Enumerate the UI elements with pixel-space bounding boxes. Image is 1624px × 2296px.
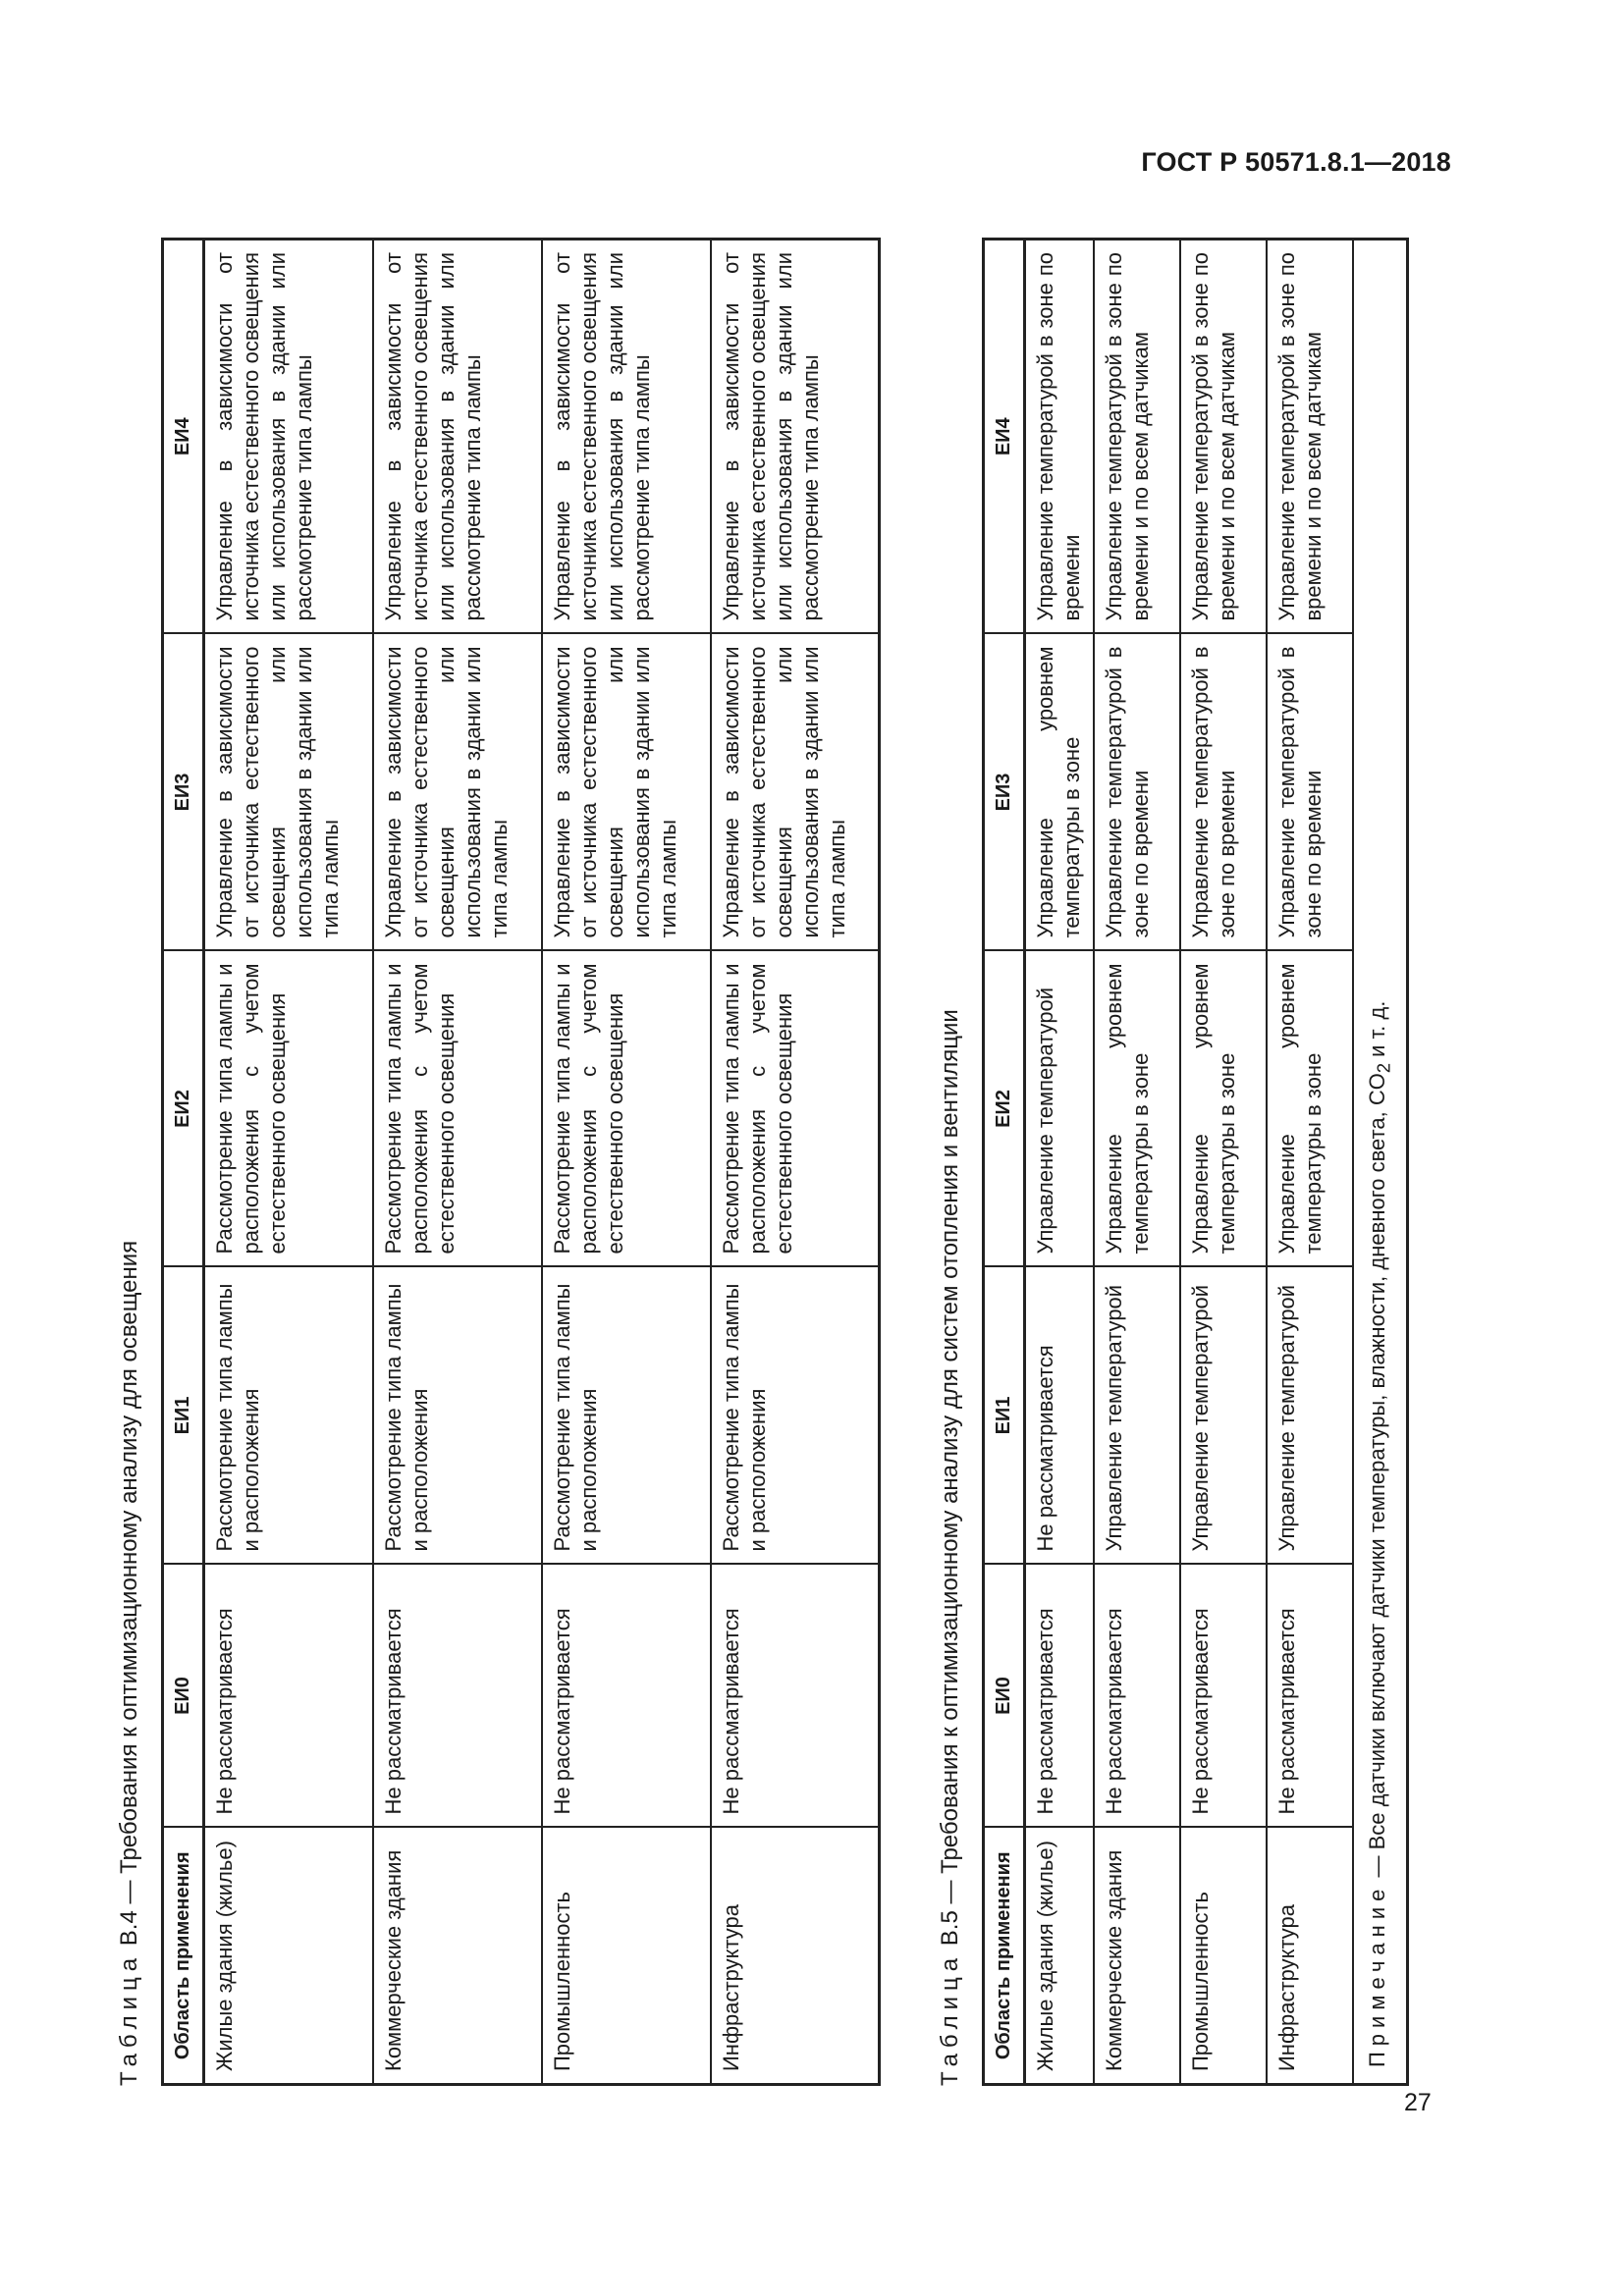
table-cell: Управление уровнем температуры в зоне [1094, 951, 1180, 1267]
row-label-cell: Инфраструктура [1267, 1828, 1353, 2085]
table-b4 [161, 238, 881, 2086]
table-row [1025, 240, 1094, 2085]
table-cell: Не рассматривается [1025, 1267, 1094, 1565]
table-cell: Управление температурой [1025, 951, 1094, 1267]
column-header: ЕИ2 [984, 951, 1025, 1267]
row-label-cell: Жилые здания (жилье) [204, 1828, 373, 2085]
row-label-cell: Жилые здания (жилье) [1025, 1828, 1094, 2085]
table-cell: Не рассматривается [373, 1565, 542, 1828]
table-cell: Управление уровнем температуры в зоне [1180, 951, 1267, 1267]
table-cell: Управление температурой в зоне по времени [1094, 634, 1180, 951]
table-cell: Управление в зависимости от источника естественного освещения или использования в здании или рассмотрение типа лампы [711, 240, 880, 634]
table-cell: Рассмотрение типа лампы и расположения с учетом естественного освещения [373, 951, 542, 1267]
table-b4-caption-label: Таблица [116, 1951, 142, 2086]
table-cell: Управление температурой в зоне по времени и по всем датчикам [1180, 240, 1267, 634]
table-b4-caption [116, 1241, 143, 2086]
table-row [711, 240, 880, 2085]
table-row [1180, 240, 1267, 2085]
table-cell: Управление в зависимости от источника естественного освещения или использования в здании или типа лампы [204, 634, 373, 951]
table-cell: Не рассматривается [711, 1565, 880, 1828]
table-cell: Управление в зависимости от источника естественного освещения или использования в здании или типа лампы [711, 634, 880, 951]
column-header: ЕИ1 [984, 1267, 1025, 1565]
table-cell: Управление уровнем температуры в зоне [1025, 634, 1094, 951]
row-label-cell: Коммерческие здания [1094, 1828, 1180, 2085]
table-b5-caption [937, 1009, 964, 2086]
column-header: ЕИ4 [984, 240, 1025, 634]
table-cell: Управление в зависимости от источника естественного освещения или использования в здании или типа лампы [373, 634, 542, 951]
table-row [1267, 240, 1353, 2085]
row-label-cell: Промышленность [1180, 1828, 1267, 2085]
table-note [1353, 240, 1408, 2085]
table-cell: Рассмотрение типа лампы и расположения с учетом естественного освещения [542, 951, 711, 1267]
table-cell: Не рассматривается [1180, 1565, 1267, 1828]
table-b5 [982, 238, 1409, 2086]
table-cell: Не рассматривается [204, 1565, 373, 1828]
table-cell: Не рассматривается [1094, 1565, 1180, 1828]
table-cell: Управление температурой [1267, 1267, 1353, 1565]
column-header: ЕИ3 [163, 634, 204, 951]
row-label-cell: Инфраструктура [711, 1828, 880, 2085]
table-row [373, 240, 542, 2085]
table-cell: Управление в зависимости от источника естественного освещения или использования в здании или рассмотрение типа лампы [542, 240, 711, 634]
table-b5-caption-label: Таблица [937, 1951, 963, 2086]
table-cell: Рассмотрение типа лампы и расположения [373, 1267, 542, 1565]
table-cell: Управление температурой [1094, 1267, 1180, 1565]
note-text-before: — Все датчики включают датчики температуры, влажности, дневного света, CO [1364, 1073, 1389, 1884]
column-header: ЕИ2 [163, 951, 204, 1267]
table-cell: Управление температурой [1180, 1267, 1267, 1565]
column-header: Область применения [984, 1828, 1025, 2085]
table-row [1094, 240, 1180, 2085]
note-text-after: и т. д. [1364, 1000, 1389, 1063]
table-cell: Управление уровнем температуры в зоне [1267, 951, 1353, 1267]
row-label-cell: Коммерческие здания [373, 1828, 542, 2085]
table-cell: Рассмотрение типа лампы и расположения [542, 1267, 711, 1565]
rotated-content [116, 221, 1422, 2086]
table-row [542, 240, 711, 2085]
column-header: ЕИ0 [163, 1565, 204, 1828]
table-cell: Не рассматривается [542, 1565, 711, 1828]
table-cell: Управление температурой в зоне по времени [1180, 634, 1267, 951]
table-cell: Управление в зависимости от источника естественного освещения или использования в здании или рассмотрение типа лампы [373, 240, 542, 634]
table-cell: Рассмотрение типа лампы и расположения [204, 1267, 373, 1565]
table-cell: Не рассматривается [1025, 1565, 1094, 1828]
table-cell: Управление температурой в зоне по времени и по всем датчикам [1267, 240, 1353, 634]
page-number: 27 [1404, 2089, 1432, 2116]
page-header-standard: ГОСТ Р 50571.8.1—2018 [1141, 147, 1451, 177]
table-cell: Управление температурой в зоне по времени и по всем датчикам [1094, 240, 1180, 634]
table-cell: Не рассматривается [1267, 1565, 1353, 1828]
table-cell: Рассмотрение типа лампы и расположения [711, 1267, 880, 1565]
table-note-row [1353, 240, 1408, 2085]
column-header: Область применения [163, 1828, 204, 2085]
column-header: ЕИ0 [984, 1565, 1025, 1828]
column-header: ЕИ4 [163, 240, 204, 634]
table-header-row [984, 240, 1025, 2085]
table-b4-caption-text: В.4 — Требования к оптимизационному анализу для освещения [116, 1240, 142, 1947]
table-cell: Рассмотрение типа лампы и расположения с учетом естественного освещения [204, 951, 373, 1267]
table-cell: Рассмотрение типа лампы и расположения с учетом естественного освещения [711, 951, 880, 1267]
row-label-cell: Промышленность [542, 1828, 711, 2085]
table-header-row [163, 240, 204, 2085]
note-label: Примечание [1364, 1883, 1389, 2067]
table-cell: Управление температурой в зоне по времени [1267, 634, 1353, 951]
column-header: ЕИ3 [984, 634, 1025, 951]
note-subscript: 2 [1372, 1062, 1393, 1074]
column-header: ЕИ1 [163, 1267, 204, 1565]
table-cell: Управление в зависимости от источника естественного освещения или использования в здании или рассмотрение типа лампы [204, 240, 373, 634]
table-cell: Управление в зависимости от источника естественного освещения или использования в здании или типа лампы [542, 634, 711, 951]
table-cell: Управление температурой в зоне по времени [1025, 240, 1094, 634]
table-b5-caption-text: В.5 — Требования к оптимизационному анализу для систем отопления и вентиляции [937, 1009, 963, 1947]
table-row [204, 240, 373, 2085]
